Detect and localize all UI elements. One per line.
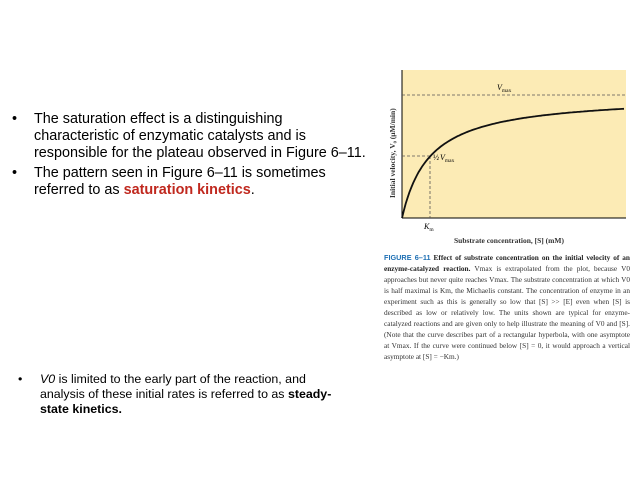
bullet-text: is limited to the early part of the reaction, and analysis of these initial rates is referred to as	[40, 372, 306, 401]
figure-caption	[384, 252, 630, 362]
bullet-text: The pattern seen in Figure 6–11 is sometimes referred to as	[34, 165, 326, 198]
x-axis-label: Substrate concentration, [S] (mM)	[454, 236, 564, 245]
velocity-plot	[380, 62, 632, 252]
caption-title: Effect of substrate concentration on the initial velocity of an enzyme-catalyzed reaction.	[384, 253, 630, 274]
bullet-text-end: .	[250, 182, 255, 198]
plot-area	[402, 70, 626, 218]
bullet-text: The saturation effect is a distinguishing characteristic of enzymatic catalysts and is responsible for the plateau observed in Figure 6–11.	[34, 111, 366, 161]
v0-term: V0	[40, 372, 56, 386]
bullet-list-top	[10, 111, 366, 202]
km-label: $K_m$	[424, 222, 434, 233]
bullet-dot: •	[12, 165, 18, 181]
bullet-saturation-kinetics	[10, 165, 366, 199]
vmax-label: $V_{max}$	[497, 83, 512, 94]
caption-label: FIGURE 6–11	[384, 253, 431, 262]
bullet-saturation-effect	[10, 111, 366, 162]
steady-state-term: steady-state kinetics.	[40, 387, 332, 416]
bullet-dot: •	[12, 111, 18, 127]
bullet-list-bottom	[14, 372, 354, 417]
bullet-dot: •	[18, 372, 23, 386]
half-vmax-label: $\frac{1}{2}V_{max}$	[433, 153, 455, 164]
bullet-steady-state	[14, 372, 354, 417]
highlight-term: saturation kinetics	[123, 182, 251, 198]
caption-body: Vmax is extrapolated from the plot, because V0 approaches but never quite reaches Vmax. The substrate concentration at which V0 is half maximal is Km, the Michaelis constant. The concentration of enzyme in an experiment such as this is generally so low that [S] >> [E] even when [S] is described as low or relatively low. The units shown are typical for enzyme-catalyzed reactions and are given only to help illustrate the meaning of V0 and [S]. (Note that the curve describes part of a rectangular hyperbola, with one asymptote at Vmax. If the curve were continued below [S] = 0, it would approach a vertical asymptote at [S] = −Km.)	[384, 264, 630, 362]
y-axis-label: Initial velocity, V₀ (μM/min)	[388, 108, 397, 198]
